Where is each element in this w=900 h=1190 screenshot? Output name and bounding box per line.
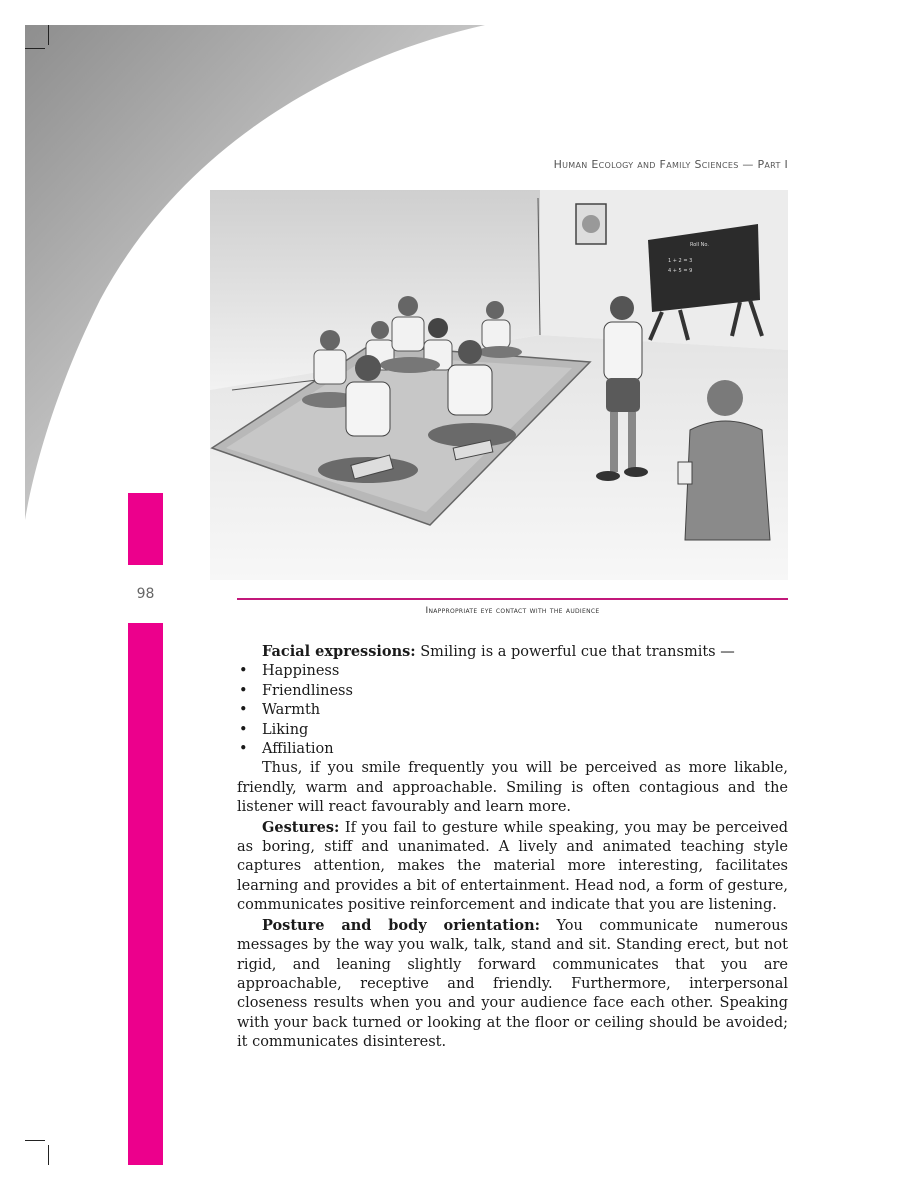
list-item: • Affiliation (237, 740, 788, 759)
facial-expressions-heading: Facial expressions: (262, 643, 416, 660)
crop-mark-top-v (48, 25, 49, 45)
facial-expressions-paragraph (237, 642, 788, 662)
running-header: Human Ecology and Family Sciences — Part I (553, 158, 788, 171)
list-item: • Warmth (237, 701, 788, 720)
posture-text: You communicate numerous messages by the way you walk, talk, stand and sit. Standing erect, but not rigid, and leaning slightly forward communicates that you are approachable, receptive and friendly. Furthermore, interpersonal closeness results when you and your audience face each other. Speaking with your back turned or looking at the floor or ceiling should be avoided; it communicates disinterest. (237, 917, 788, 1051)
side-bar-lower (128, 623, 163, 1165)
smile-cues-list (237, 662, 788, 759)
posture-heading: Posture and body orientation: (262, 916, 540, 934)
caption-rule (237, 598, 788, 600)
blackboard-text-3: 4 + 5 = 9 (668, 268, 693, 274)
page-number: 98 (136, 586, 155, 602)
figure-caption: Inappropriate eye contact with the audience (425, 606, 600, 616)
gestures-paragraph (237, 818, 788, 916)
classroom-illustration (210, 190, 788, 580)
facial-expressions-text: Smiling is a powerful cue that transmits — (415, 644, 735, 660)
list-item: • Liking (237, 721, 788, 740)
posture-paragraph (237, 916, 788, 1053)
gestures-heading: Gestures: (262, 818, 340, 836)
blackboard-text-1: Roll No. (690, 242, 709, 248)
crop-mark-bottom-v (48, 1145, 49, 1165)
body-text (237, 642, 788, 1053)
list-item: • Happiness (237, 662, 788, 681)
blackboard-text-2: 1 + 2 = 3 (668, 258, 693, 264)
crop-mark-top-h (25, 48, 45, 49)
smile-paragraph: Thus, if you smile frequently you will be perceived as more likable, friendly, warm and approachable. Smiling is often contagious and the listener will react favourably and learn more. (237, 760, 788, 816)
gestures-text: If you fail to gesture while speaking, you may be perceived as boring, stiff and unanimated. A lively and animated teaching style captures attention, makes the material more interesting, facilitates learning and provides a bit of entertainment. Head nod, a form of gesture, communicates positive reinforcement and indicate that you are listening. (237, 819, 788, 914)
crop-mark-bottom-h (25, 1140, 45, 1141)
side-bar-upper (128, 493, 163, 565)
list-item: • Friendliness (237, 682, 788, 701)
